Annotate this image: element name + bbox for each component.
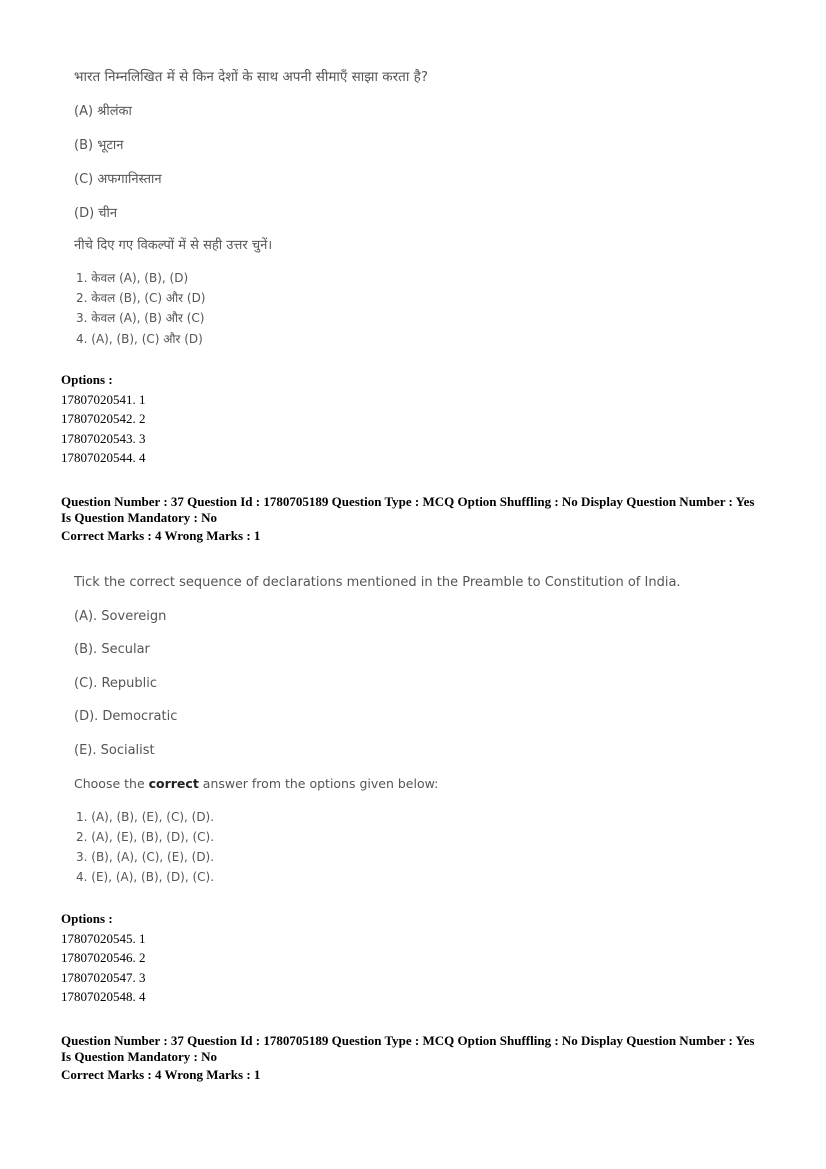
question-instruction: नीचे दिए गए विकल्पों में से सही उत्तर चुनें। [74,238,273,253]
answer-choice: 1. केवल (A), (B), (D) [76,271,189,285]
instruction-emphasis: correct [148,776,199,791]
question-item: (C). Republic [74,676,158,691]
answer-choice: 3. (B), (A), (C), (E), (D). [76,850,215,864]
instruction-prefix: Choose the [74,776,149,791]
mandatory-flag: Is Question Mandatory : No [61,510,218,525]
question-item: (D) चीन [74,206,118,221]
answer-choice: 4. (E), (A), (B), (D), (C). [76,870,215,884]
options-header: Options : [61,372,113,387]
options-header: Options : [61,911,113,926]
answer-choice: 4. (A), (B), (C) और (D) [76,332,203,346]
question-item: (D). Democratic [74,709,178,724]
question-text: Tick the correct sequence of declarations mentioned in the Preamble to Constitution of India. [74,575,681,590]
options-list-1 [61,370,146,468]
answer-choice: 1. (A), (B), (E), (C), (D). [76,810,215,824]
question-meta-3 [61,1031,754,1084]
question-item: (B) भूटान [74,138,124,153]
answer-choice: 3. केवल (A), (B) और (C) [76,311,205,325]
marks-info: Correct Marks : 4 Wrong Marks : 1 [61,1067,261,1082]
question-header: Question Number : 37 Question Id : 1780705189 Question Type : MCQ Option Shuffling : No Display Question Number : Yes [61,494,755,509]
options-list-2 [61,909,146,1007]
marks-info: Correct Marks : 4 Wrong Marks : 1 [61,528,261,543]
question-text: भारत निम्नलिखित में से किन देशों के साथ अपनी सीमाएँ साझा करता है? [74,69,428,85]
question-item: (E). Socialist [74,743,155,758]
option-id: 17807020546. 2 [61,950,146,965]
answer-choice: 2. (A), (E), (B), (D), (C). [76,830,215,844]
option-id: 17807020543. 3 [61,430,146,446]
question-item: (A) श्रीलंका [74,104,132,119]
option-id: 17807020547. 3 [61,969,146,985]
mandatory-flag: Is Question Mandatory : No [61,1049,218,1064]
instruction-suffix: answer from the options given below: [198,776,439,791]
option-id: 17807020544. 4 [61,450,146,465]
question-header: Question Number : 37 Question Id : 1780705189 Question Type : MCQ Option Shuffling : No Display Question Number : Yes [61,1033,755,1048]
question-item: (A). Sovereign [74,609,167,624]
question-meta-2 [61,492,754,545]
question-item: (B). Secular [74,642,150,657]
answer-choice: 2. केवल (B), (C) और (D) [76,291,206,305]
option-id: 17807020542. 2 [61,411,146,426]
option-id: 17807020548. 4 [61,989,146,1004]
option-id: 17807020545. 1 [61,930,146,946]
question-instruction [74,776,438,791]
option-id: 17807020541. 1 [61,391,146,407]
question-item: (C) अफगानिस्तान [74,172,162,187]
